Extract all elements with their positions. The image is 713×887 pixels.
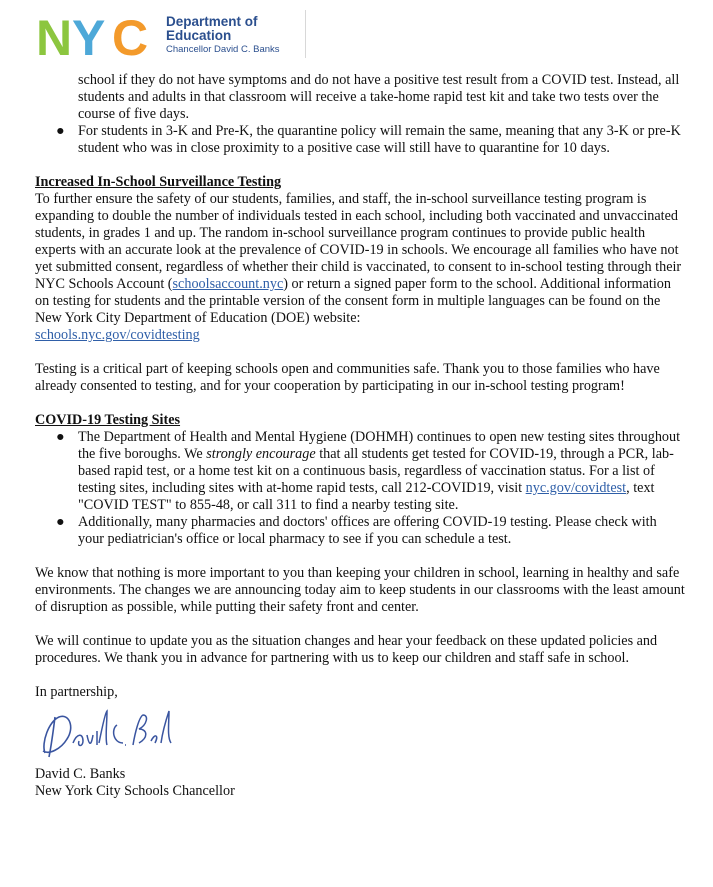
covidtesting-link[interactable]: schools.nyc.gov/covidtesting xyxy=(35,327,200,343)
letterhead xyxy=(36,10,280,62)
dohmh-text-2: that all students get tested for COVID-19, through a PCR, lab-based rapid test, or a home test kit on a continuous basis, regardless of vaccination status. For a list of testing sites, including sites with at-home rapid tests, call 212-COVID19, visit xyxy=(78,446,674,496)
bullet-icon: ● xyxy=(56,123,65,139)
signoff: In partnership, xyxy=(35,684,118,700)
covidtest-link[interactable]: nyc.gov/covidtest xyxy=(525,480,627,496)
header-divider xyxy=(305,10,306,58)
nyc-logo xyxy=(36,13,160,59)
testing-paragraph: Testing is a critical part of keeping schools open and communities safe. Thank you to those families who have already consented to testing, and for your cooperation by participating in our in-school testing program! xyxy=(35,361,660,394)
dept-line-2: Education xyxy=(166,28,232,43)
surveillance-text-2: ) or return a signed paper form to the school. Additional information on testing for students and the printable version of the consent form in multiple languages can be found on the New York City Department of Education (DOE) website: xyxy=(35,276,671,326)
signatory-title: New York City Schools Chancellor xyxy=(35,783,235,799)
dohmh-text-1: The Department of Health and Mental Hygiene (DOHMH) continues to open new testing sites throughout the five boroughs. We xyxy=(78,429,681,462)
svg-text:C: C xyxy=(112,13,145,59)
dept-line-1: Department of xyxy=(166,14,258,29)
closing-paragraph-2: We will continue to update you as the situation changes and hear your feedback on these updated policies and procedures. We thank you in advance for partnering with us to keep our children and staff safe in school. xyxy=(35,633,658,666)
testing-sites-heading: COVID-19 Testing Sites xyxy=(35,412,181,428)
closing-paragraph-1: We know that nothing is more important to you than keeping your children in school, learning in healthy and safe environments. The changes we are announcing today aim to keep students in our classrooms with the least amount of disruption as possible, while putting their safety front and center. xyxy=(35,565,685,615)
list-item xyxy=(35,514,685,548)
schoolsaccount-link[interactable]: schoolsaccount.nyc xyxy=(172,276,284,292)
surveillance-text-1: To further ensure the safety of our students, families, and staff, the in-school surveillance testing program is expanding to double the number of individuals tested in each school, including both vaccinated and unvaccinated students, in grades 1 and up. The random in-school surveillance program continues to provide public health experts with an accurate look at the prevalence of COVID-19 in schools. We encourage all families who have not yet submitted consent, regardless of whether their child is vaccinated, to consent to in-school testing through their NYC Schools Account ( xyxy=(35,191,682,292)
list-item xyxy=(35,123,685,157)
department-name xyxy=(166,15,280,57)
bullet-icon: ● xyxy=(56,514,65,530)
bullet-icon: ● xyxy=(56,429,65,445)
quarantine-bullet-text: For students in 3-K and Pre-K, the quarantine policy will remain the same, meaning that any 3-K or pre-K student who was in close proximity to a positive case will still have to quarantine for 10 days. xyxy=(78,123,681,156)
continued-paragraph: school if they do not have symptoms and do not have a positive test result from a COVID test. Instead, all students and adults in that classroom will receive a take-home rapid test kit and take two tests over the course of five days. xyxy=(78,72,680,122)
signatory-name: David C. Banks xyxy=(35,766,126,782)
svg-text:Y: Y xyxy=(72,13,102,59)
svg-text:N: N xyxy=(36,13,69,59)
strongly-encourage-text: strongly encourage xyxy=(206,446,316,462)
surveillance-heading: Increased In-School Surveillance Testing xyxy=(35,174,282,190)
pharmacies-bullet-text: Additionally, many pharmacies and doctors' offices are offering COVID-19 testing. Please check with your pediatrician's office or local pharmacy to see if you can schedule a test. xyxy=(78,514,657,547)
letter-body xyxy=(35,72,685,800)
dohmh-text-3: , text "COVID TEST" to 855-48, or call 311 to find a nearby testing site. xyxy=(78,480,655,513)
chancellor-line: Chancellor David C. Banks xyxy=(166,44,280,55)
signature-image xyxy=(35,703,185,761)
list-item xyxy=(35,429,685,514)
surveillance-paragraph xyxy=(35,191,685,344)
